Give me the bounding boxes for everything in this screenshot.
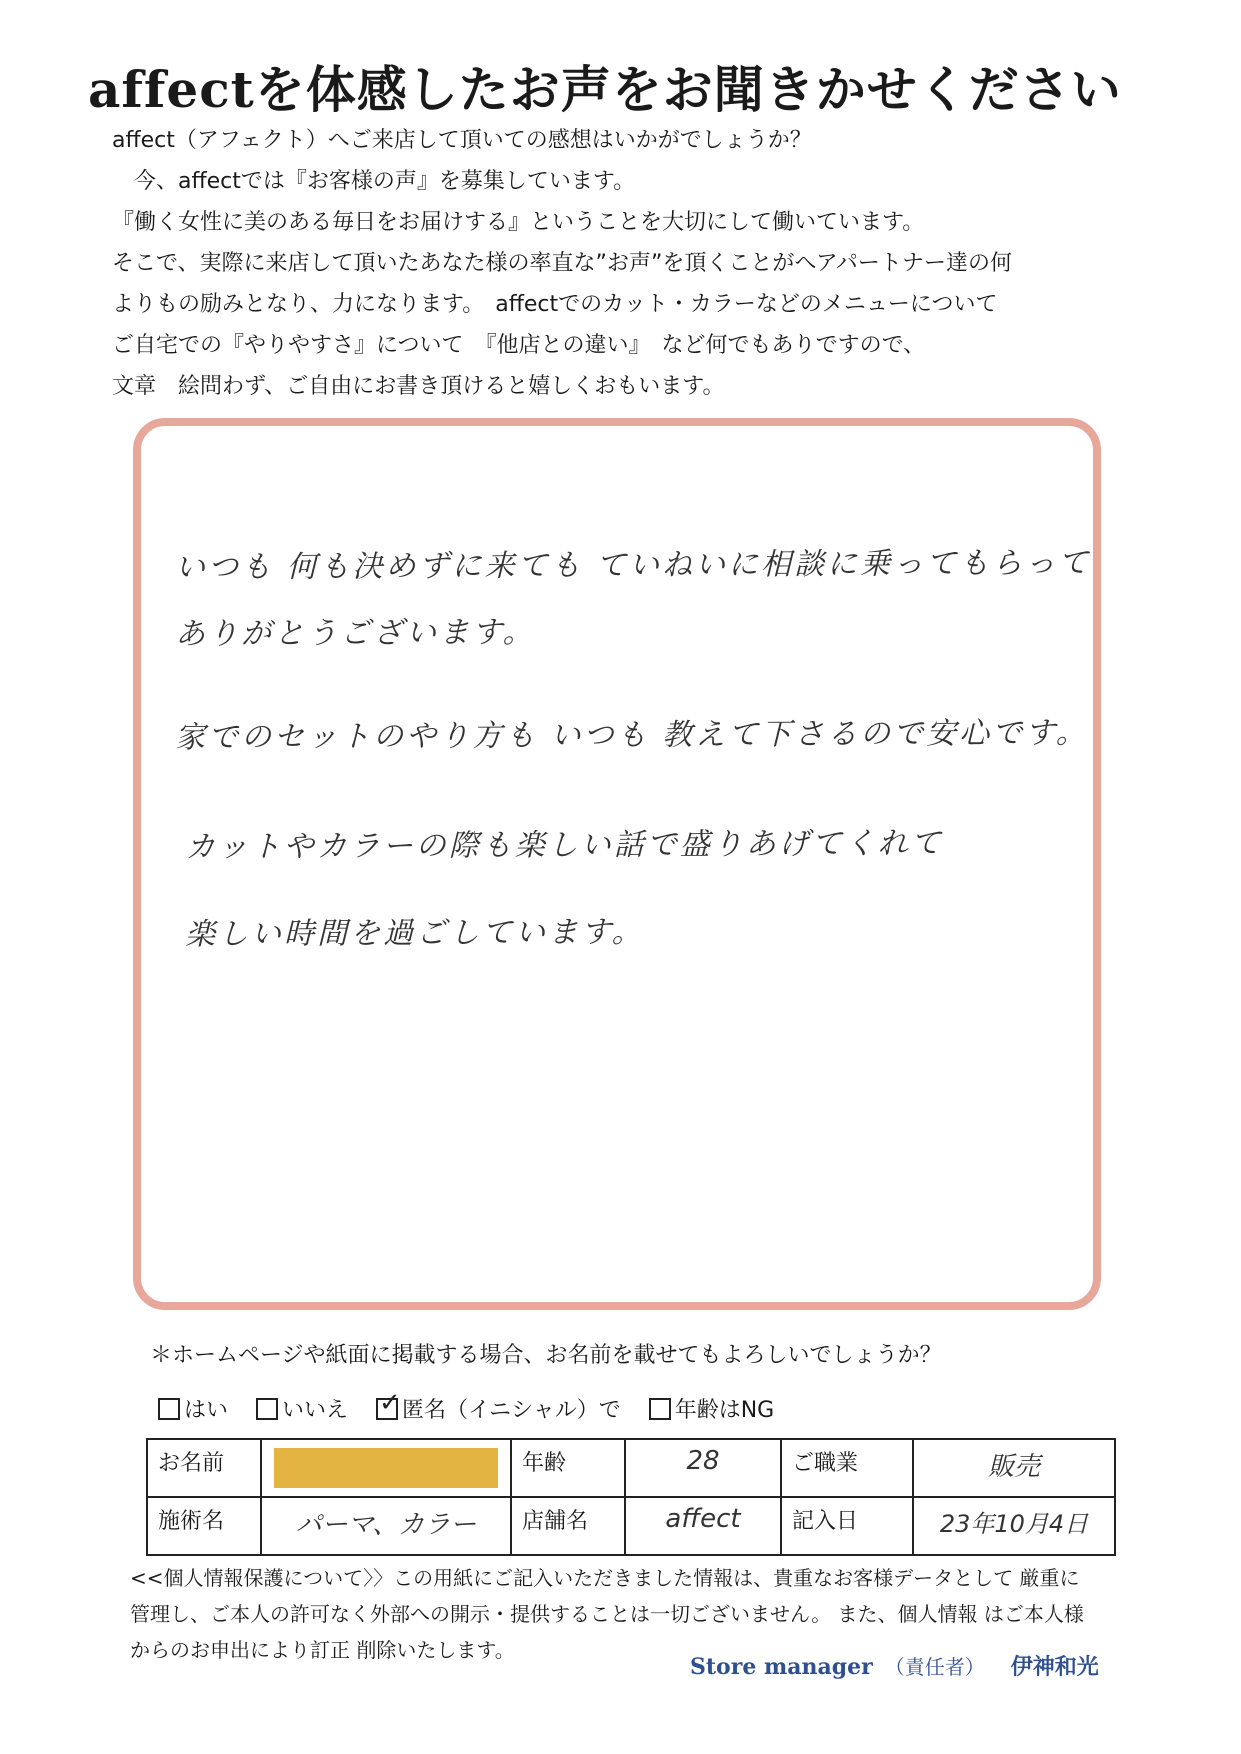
job-field[interactable]: 販売	[913, 1439, 1115, 1497]
store-field[interactable]: affect	[625, 1497, 781, 1555]
job-label: ご職業	[781, 1439, 913, 1497]
manager-role: （責任者）	[884, 1655, 985, 1679]
handwritten-line: カットやカラーの際も楽しい話で盛りあげてくれて	[184, 826, 944, 865]
name-permission-question: ＊ホームページや紙面に掲載する場合、お名前を載せてもよろしいでしょうか？	[150, 1343, 942, 1368]
intro-line: 今、affectでは『お客様の声』を募集しています。	[134, 169, 636, 194]
option-label: 匿名（イニシャル）で	[402, 1398, 621, 1423]
privacy-line: 管理し、ご本人の許可なく外部への開示・提供することは一切ございません。 また、個人情報 はご本人様	[130, 1602, 1084, 1626]
name-label: お名前	[147, 1439, 261, 1497]
manager-name: 伊神和光	[1010, 1654, 1099, 1680]
intro-line: 文章 絵問わず、ご自由にお書き頂けると嬉しくおもいます。	[112, 374, 725, 399]
option-label: はい	[184, 1398, 229, 1423]
age-label: 年齢	[511, 1439, 625, 1497]
option-label: いいえ	[282, 1398, 349, 1423]
option-anonymous[interactable]	[376, 1393, 621, 1424]
intro-line: そこで、実際に来店して頂いたあなた様の率直な”お声”を頂くことがへアパートナー達の何	[112, 251, 1012, 276]
privacy-line: <<個人情報保護について〉〉この用紙にご記入いただきました情報は、貴重なお客様データとして 厳重に	[130, 1566, 1080, 1590]
date-label: 記入日	[781, 1497, 913, 1555]
handwritten-line: 家でのセットのやり方も いつも 教えて下さるので安心です。	[174, 715, 1089, 756]
checkbox[interactable]	[158, 1398, 180, 1420]
checkbox-checked[interactable]	[376, 1398, 398, 1420]
checkbox[interactable]	[256, 1398, 278, 1420]
handwritten-line: いつも 何も決めずに来ても ていねいに相談に乗ってもらって	[174, 545, 1092, 586]
option-no[interactable]	[256, 1393, 348, 1424]
privacy-line: からのお申出により訂正 削除いたします。	[130, 1638, 515, 1662]
customer-info-table	[146, 1438, 1116, 1556]
age-field[interactable]: 28	[625, 1439, 781, 1497]
option-yes[interactable]	[158, 1393, 228, 1424]
treatment-field[interactable]: パーマ、カラー	[261, 1497, 511, 1555]
intro-line: ご自宅での『やりやすさ』について 『他店との違い』 など何でもありですので、	[112, 333, 926, 358]
name-permission-options	[158, 1393, 802, 1424]
page-title: affectを体感したお声をお聞きかせください	[88, 60, 1122, 119]
date-field[interactable]: 23年10月4日	[913, 1497, 1115, 1555]
store-label: 店舗名	[511, 1497, 625, 1555]
treatment-label: 施術名	[147, 1497, 261, 1555]
redacted-name	[274, 1448, 498, 1488]
option-label: 年齢はNG	[674, 1398, 775, 1423]
name-field[interactable]	[261, 1439, 511, 1497]
intro-line: 『働く女性に美のある毎日をお届けする』ということを大切にして働いています。	[112, 210, 925, 235]
intro-text	[112, 120, 1132, 407]
store-manager	[690, 1650, 1099, 1681]
intro-line: affect（アフェクト）へご来店して頂いての感想はいかがでしょうか？	[112, 128, 812, 153]
checkbox[interactable]	[649, 1398, 671, 1420]
intro-line: よりもの励みとなり、力になります。 affectでのカット・カラーなどのメニューについて	[112, 292, 998, 317]
handwritten-line: 楽しい時間を過ごしています。	[184, 914, 645, 953]
handwritten-line: ありがとうございます。	[174, 615, 536, 652]
manager-label: Store manager	[690, 1654, 873, 1680]
option-age-ng[interactable]	[649, 1393, 775, 1424]
